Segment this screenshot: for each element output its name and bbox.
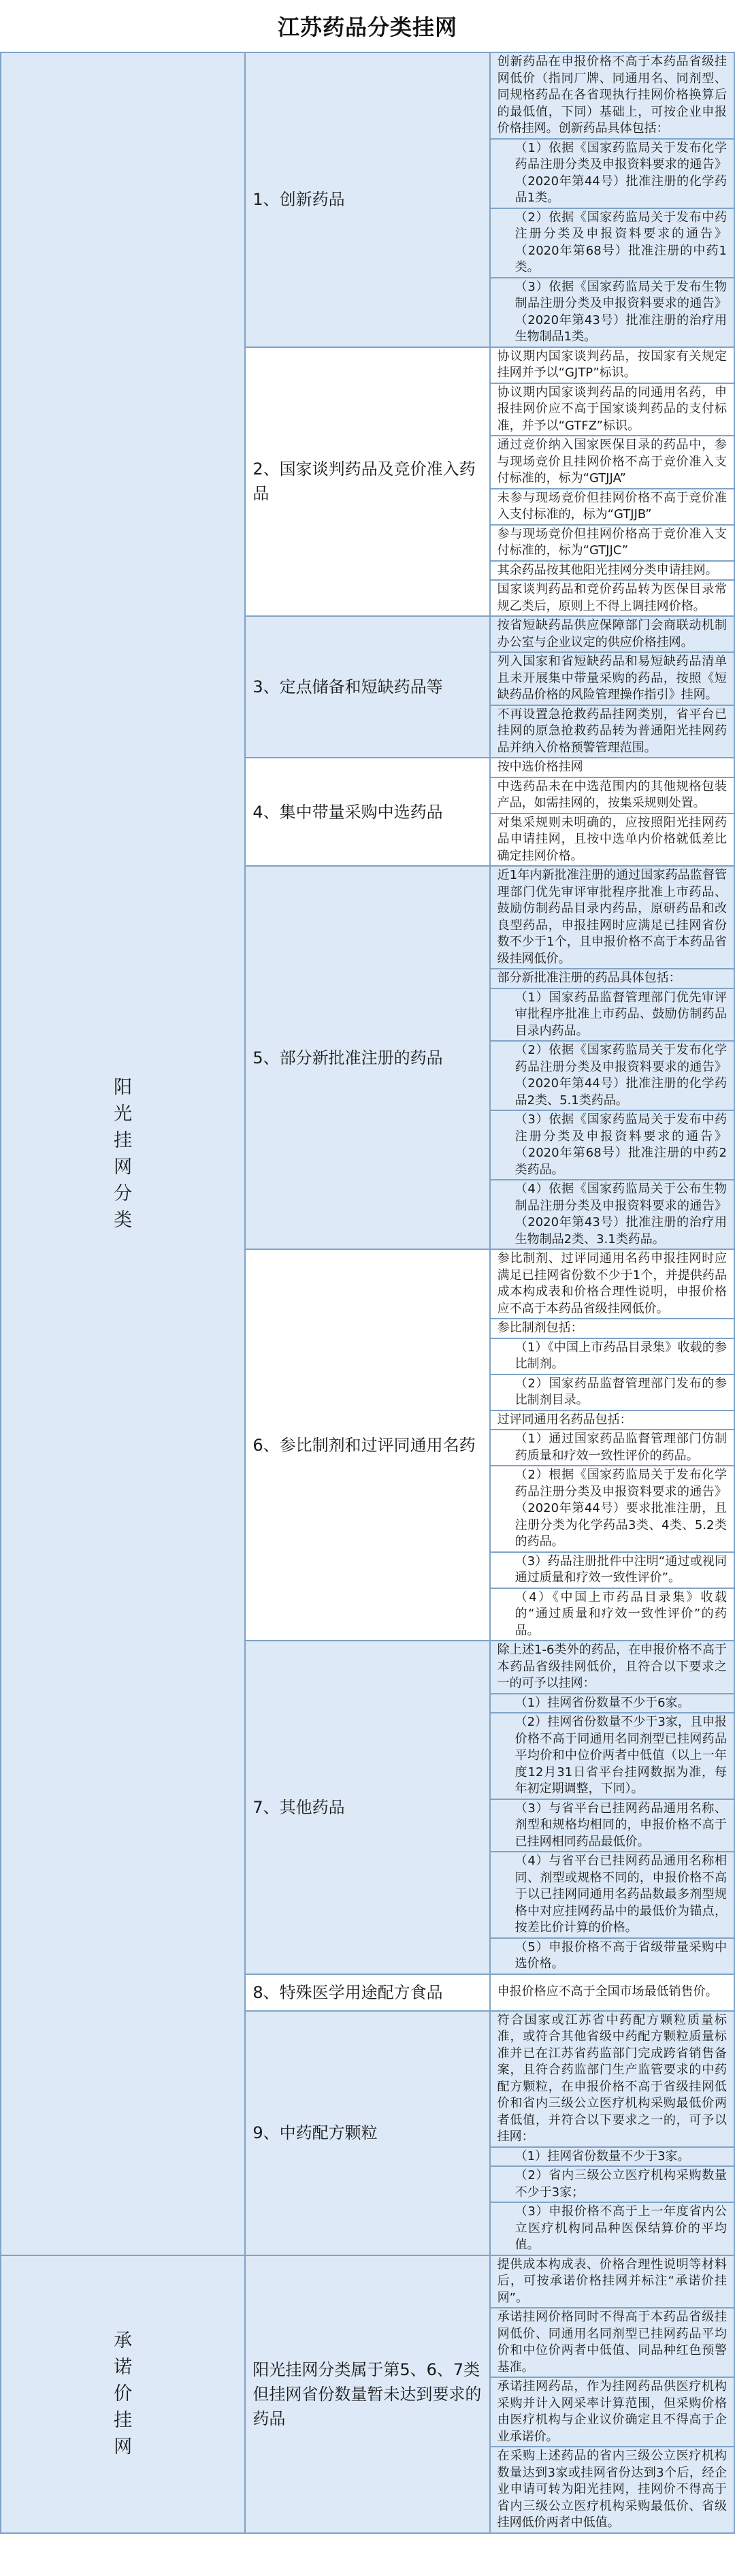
subcategory-name: 4、集中带量采购中选药品 <box>245 758 489 866</box>
rule-text: （1）国家药品监督管理部门优先审评审批程序批准上市药品、鼓励仿制药品目录内药品。 <box>490 988 734 1042</box>
rule-text: 除上述1-6类外的药品，在申报价格不高于本药品省级挂网低价，且符合以下要求之一的可予以挂网： <box>490 1641 734 1694</box>
rule-text: （1）通过国家药品监督管理部门仿制药质量和疗效一致性评价的药品。 <box>490 1430 734 1466</box>
rule-text: （5）申报价格不高于省级带量采购中选价格。 <box>490 1938 734 1974</box>
category-label-char: 阳 <box>114 1076 133 1098</box>
rule-text: 创新药品在申报价格不高于本药品省级挂网低价（指同厂牌、同通用名、同剂型、同规格药品在各省现执行挂网价格换算后的最低值，下同）基础上，可按企业申报价格挂网。创新药品具体包括： <box>490 52 734 139</box>
subcategory-name: 5、部分新批准注册的药品 <box>245 866 489 1249</box>
rule-text: 过评同通用名药品包括： <box>490 1411 734 1430</box>
category-label-char: 承 <box>114 2330 133 2351</box>
rule-text: 参与现场竞价但挂网价格高于竞价准入支付标准的，标为“GTJJC” <box>490 525 734 561</box>
rule-text: （1）依据《国家药监局关于发布化学药品注册分类及申报资料要求的通告》（2020年第44号）批准注册的化学药品1类。 <box>490 139 734 208</box>
rule-text: （2）依据《国家药监局关于发布中药注册分类及申报资料要求的通告》（2020年第68号）批准注册的中药1类。 <box>490 208 734 278</box>
subcategory-name: 9、中药配方颗粒 <box>245 2011 489 2255</box>
rule-text: （3）申报价格不高于上一年度省内公立医疗机构同品种医保结算价的平均值。 <box>490 2202 734 2255</box>
rule-text: 在采购上述药品的省内三级公立医疗机构数量达到3家或挂网省份达到3个后，经企业申请可转为阳光挂网，挂网价不得高于省内三级公立医疗机构采购最低价、省级挂网低价两者中低值。 <box>490 2447 734 2533</box>
subcategory-name: 6、参比制剂和过评同通用名药 <box>245 1249 489 1641</box>
category-label <box>1 2255 245 2533</box>
rule-text: （4）依据《国家药监局关于公布生物制品注册分类及申报资料要求的通告》（2020年第43号）批准注册的治疗用生物制品2类、3.1类药品。 <box>490 1180 734 1249</box>
category-label-char: 挂 <box>114 1129 133 1151</box>
rule-text: （2）依据《国家药监局关于发布化学药品注册分类及申报资料要求的通告》（2020年第44号）批准注册的化学药品2类、5.1类药品。 <box>490 1041 734 1110</box>
category-label-char: 网 <box>114 1156 133 1178</box>
category-label-char: 分 <box>114 1182 133 1204</box>
rule-text: 未参与现场竞价但挂网价格不高于竞价准入支付标准的，标为“GTJJB” <box>490 489 734 525</box>
category-label-char: 诺 <box>114 2357 133 2378</box>
category-label-char: 价 <box>114 2383 133 2404</box>
rule-text: （1）挂网省份数量不少于3家。 <box>490 2147 734 2167</box>
document-title: 江苏药品分类挂网 <box>1 0 734 52</box>
rule-text: 按中选价格挂网 <box>490 758 734 777</box>
rule-text: 参比制剂包括： <box>490 1319 734 1338</box>
rule-text: （3）依据《国家药监局关于发布生物制品注册分类及申报资料要求的通告》（2020年第43号）批准注册的治疗用生物制品1类。 <box>490 278 734 347</box>
subcategory-name: 3、定点储备和短缺药品等 <box>245 616 489 758</box>
table-row <box>1 52 734 139</box>
rule-text: 中选药品未在中选范围内的其他规格包装产品，如需挂网的，按集采规则处置。 <box>490 777 734 814</box>
rule-text: （3）药品注册批件中注明“通过或视同通过质量和疗效一致性评价”。 <box>490 1552 734 1588</box>
subcategory-name: 7、其他药品 <box>245 1641 489 1974</box>
category-label-char: 网 <box>114 2436 133 2458</box>
rule-text: 国家谈判药品和竞价药品转为医保目录常规乙类后，原则上不得上调挂网价格。 <box>490 580 734 616</box>
category-label <box>1 52 245 2255</box>
rule-text: 协议期内国家谈判药品，按国家有关规定挂网并予以“GJTP”标识。 <box>490 347 734 383</box>
subcategory-name: 8、特殊医学用途配方食品 <box>245 1974 489 2011</box>
subcategory-name: 阳光挂网分类属于第5、6、7类但挂网省份数量暂未达到要求的药品 <box>245 2255 489 2533</box>
subcategory-name: 2、国家谈判药品及竞价准入药品 <box>245 347 489 617</box>
rule-text: （3）与省平台已挂网药品通用名称、剂型和规格均相同的，申报价格不高于已挂网相同药品最低价。 <box>490 1799 734 1852</box>
rule-text: （3）依据《国家药监局关于发布中药注册分类及申报资料要求的通告》（2020年第68号）批准注册的中药2类药品。 <box>490 1110 734 1180</box>
rule-text: 参比制剂、过评同通用名药申报挂网时应满足已挂网省份数不少于1个，并提供药品成本构成表和价格合理性说明，申报价格应不高于本药品省级挂网低价。 <box>490 1249 734 1319</box>
rule-text: （1）挂网省份数量不少于6家。 <box>490 1694 734 1713</box>
rule-text: 符合国家或江苏省中药配方颗粒质量标准，或符合其他省级中药配方颗粒质量标准并已在江苏省药监部门完成跨省销售备案，且符合药监部门生产监管要求的中药配方颗粒，在申报价格不高于省级挂网低价和省内三级公立医疗机构采购最低价两者低值，并符合以下要求之一的，可予以挂网： <box>490 2011 734 2147</box>
rule-text: 其余药品按其他阳光挂网分类申请挂网。 <box>490 561 734 581</box>
category-label-char: 挂 <box>114 2410 133 2431</box>
rule-text: 不再设置急抢救药品挂网类别，省平台已挂网的原急抢救药品转为普通阳光挂网药品并纳入价格预警管理范围。 <box>490 705 734 758</box>
rule-text: 通过竞价纳入国家医保目录的药品中，参与现场竞价且挂网价格不高于竞价准入支付标准的，标为“GTJJA” <box>490 436 734 489</box>
rule-text: 提供成本构成表、价格合理性说明等材料后，可按承诺价格挂网并标注“承诺价挂网”。 <box>490 2255 734 2308</box>
rule-text: （2）省内三级公立医疗机构采购数量不少于3家； <box>490 2166 734 2202</box>
rule-text: 近1年内新批准注册的通过国家药品监督管理部门优先审评审批程序批准上市药品、鼓励仿制药品目录内药品，原研药品和改良型药品，申报挂网时应满足已挂网省份数不少于1个，且申报价格不高于本药品省级挂网低价。 <box>490 866 734 969</box>
rule-text: 部分新批准注册的药品具体包括： <box>490 969 734 988</box>
rule-text: （1）《中国上市药品目录集》收载的参比制剂。 <box>490 1338 734 1374</box>
title-row <box>1 0 734 52</box>
rule-text: 按省短缺药品供应保障部门会商联动机制办公室与企业议定的供应价格挂网。 <box>490 616 734 652</box>
rule-text: （2）挂网省份数量不少于3家，且申报价格不高于同通用名同剂型已挂网药品平均价和中位价两者中低值（以上一年度12月31日省平台挂网数据为准，每年初定期调整，下同）。 <box>490 1713 734 1799</box>
category-label-char: 类 <box>114 1209 133 1231</box>
category-label-char: 光 <box>114 1103 133 1125</box>
rule-text: 承诺挂网药品，作为挂网药品供医疗机构采购并计入网采率计算范围，但采购价格由医疗机构与企业议价确定且不得高于企业承诺价。 <box>490 2377 734 2447</box>
rule-text: （4）与省平台已挂网药品通用名称相同、剂型或规格不同的，申报价格不高于以已挂网同通用名药品数最多剂型规格中对应挂网药品中的最低价为锚点，按差比价计算的价格。 <box>490 1852 734 1938</box>
rule-text: （2）根据《国家药监局关于发布化学药品注册分类及申报资料要求的通告》（2020年第44号）要求批准注册，且注册分类为化学药品3类、4类、5.2类的药品。 <box>490 1466 734 1552</box>
rule-text: （2）国家药品监督管理部门发布的参比制剂目录。 <box>490 1374 734 1411</box>
rule-text: 申报价格应不高于全国市场最低销售价。 <box>490 1974 734 2011</box>
rule-text: 协议期内国家谈判药品的同通用名药，申报挂网价应不高于国家谈判药品的支付标准，并予以“GTFZ”标识。 <box>490 383 734 436</box>
subcategory-name: 1、创新药品 <box>245 52 489 347</box>
table-row <box>1 2255 734 2308</box>
rule-text: 对集采规则未明确的，应按照阳光挂网药品申请挂网，且按中选单内价格就低差比确定挂网价格。 <box>490 814 734 867</box>
rule-text: 承诺挂网价格同时不得高于本药品省级挂网低价、同通用名同剂型已挂网药品平均价和中位价两者中低值、同品种红色预警基准。 <box>490 2308 734 2377</box>
rule-text: （4）《中国上市药品目录集》收载的“通过质量和疗效一致性评价”的药品。 <box>490 1588 734 1641</box>
rule-text: 列入国家和省短缺药品和易短缺药品清单且未开展集中带量采购的药品，按照《短缺药品价格的风险管理操作指引》挂网。 <box>490 652 734 705</box>
